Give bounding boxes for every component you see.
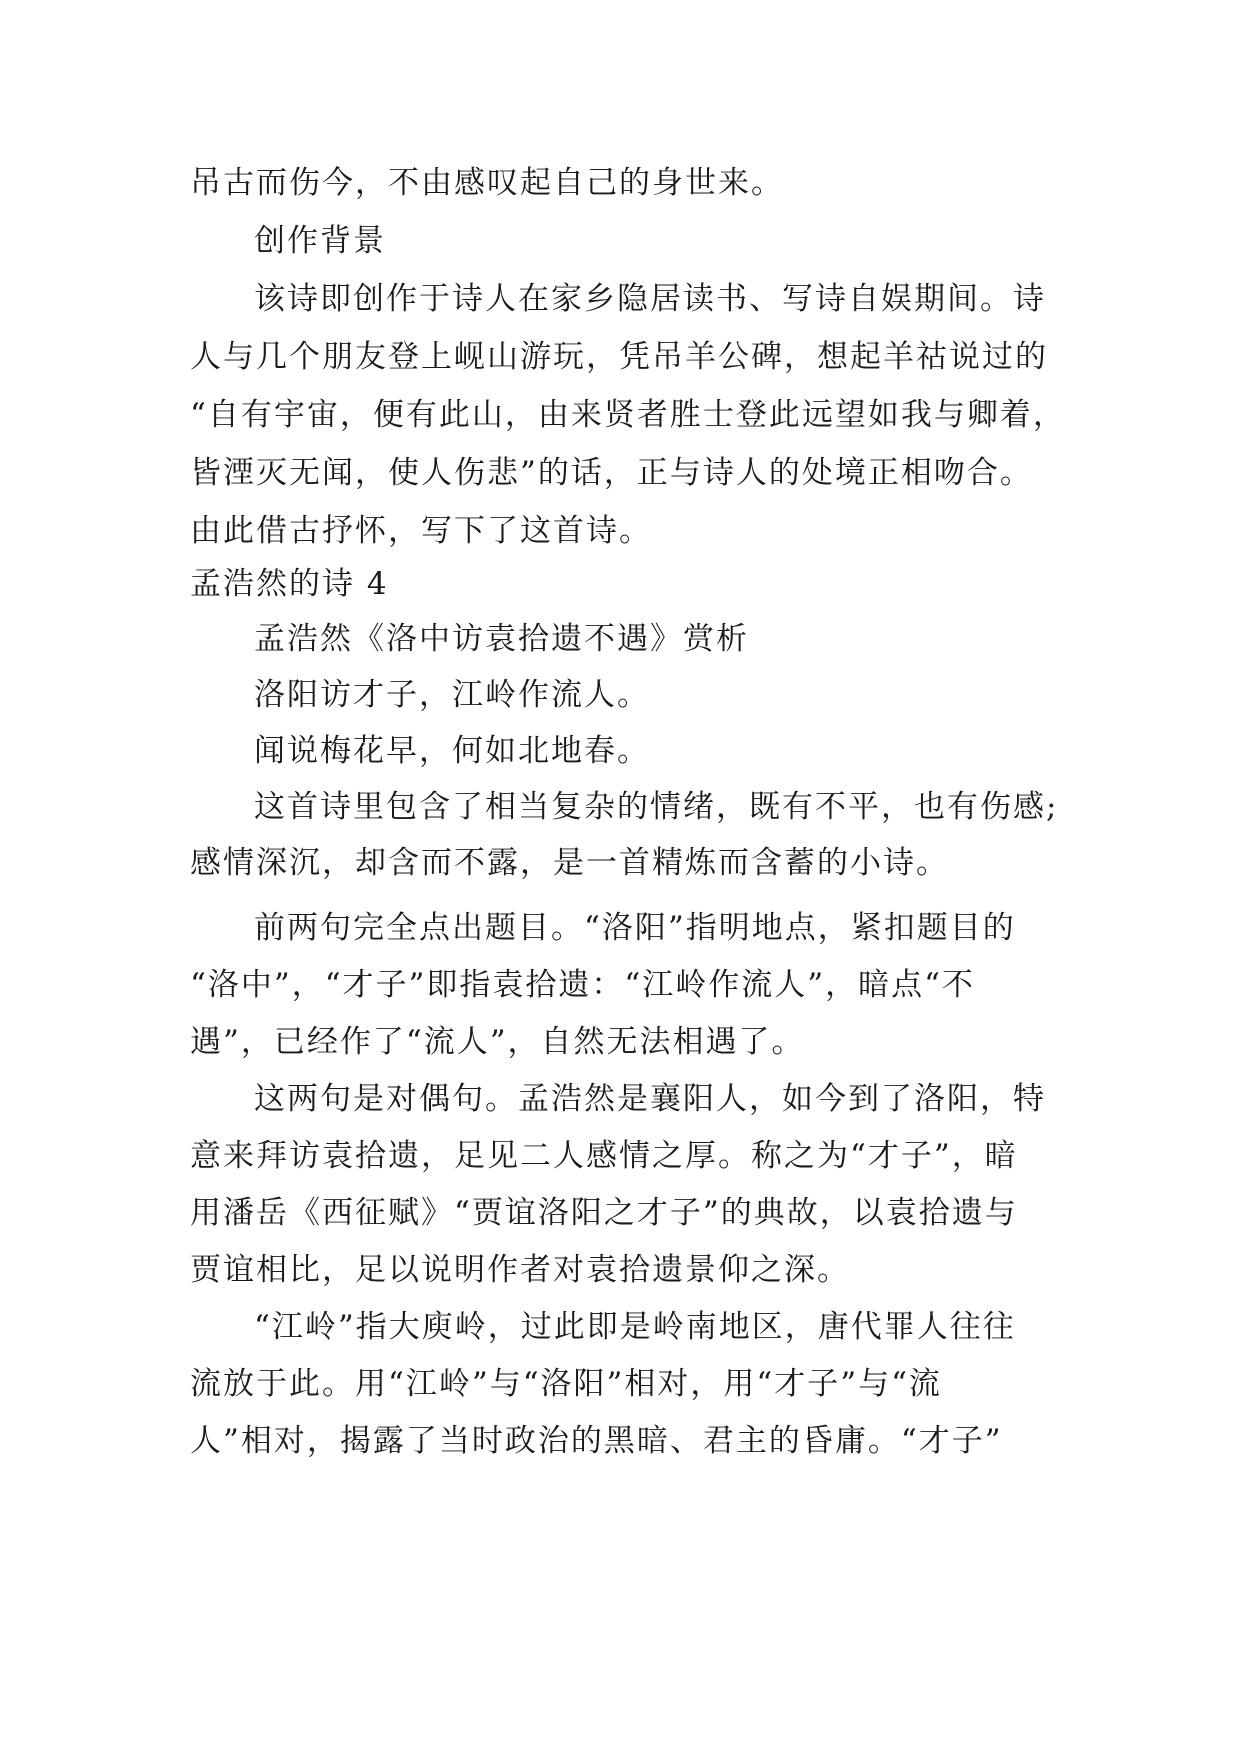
paragraph-line: “江岭”指大庾岭，过此即是岭南地区，唐代罪人往往 xyxy=(254,1309,1016,1345)
paragraph-line: 这两句是对偶句。孟浩然是襄阳人，如今到了洛阳，特 xyxy=(254,1081,1046,1117)
paragraph-line: 由此借古抒怀，写下了这首诗。 xyxy=(190,513,652,549)
text-block-1 xyxy=(190,153,1066,573)
poem-line: 闻说梅花早，何如北地春。 xyxy=(254,733,650,769)
paragraph-line: “自有宇宙，便有此山，由来贤者胜士登此远望如我与卿着， xyxy=(190,397,1066,433)
article-title: 孟浩然《洛中访袁拾遗不遇》赏析 xyxy=(254,621,749,657)
paragraph-line: 遇”，已经作了“流人”，自然无法相遇了。 xyxy=(190,1024,805,1060)
text-block-2 xyxy=(190,609,1060,1489)
section-title: 孟浩然的诗 4 xyxy=(190,566,389,602)
paragraph-line: 皆湮灭无闻，使人伤悲”的话，正与诗人的处境正相吻合。 xyxy=(190,455,1033,491)
paragraph-line: “洛中”，“才子”即指袁拾遗：“江岭作流人”，暗点“不 xyxy=(190,967,975,1003)
subheading-creation-background: 创作背景 xyxy=(254,223,386,259)
poem-line: 洛阳访才子，江岭作流人。 xyxy=(254,677,650,713)
paragraph-line: 用潘岳《西征赋》“贾谊洛阳之才子”的典故，以袁拾遗与 xyxy=(190,1195,1018,1231)
paragraph-line: 前两句完全点出题目。“洛阳”指明地点，紧扣题目的 xyxy=(254,910,1016,946)
paragraph-line: 人与几个朋友登上岘山游玩，凭吊羊公碑，想起羊祜说过的 xyxy=(190,339,1048,375)
paragraph-line: 流放于此。用“江岭”与“洛阳”相对，用“才子”与“流 xyxy=(190,1366,942,1402)
paragraph-line: 感情深沉，却含而不露，是一首精炼而含蓄的小诗。 xyxy=(190,845,949,881)
paragraph-line: 意来拜访袁拾遗，足见二人感情之厚。称之为“才子”，暗 xyxy=(190,1138,1018,1174)
paragraph-line: 吊古而伤今，不由感叹起自己的身世来。 xyxy=(190,165,784,201)
section-heading xyxy=(190,554,1060,614)
paragraph-line: 贾谊相比，足以说明作者对袁拾遗景仰之深。 xyxy=(190,1252,850,1288)
paragraph-line: 该诗即创作于诗人在家乡隐居读书、写诗自娱期间。诗 xyxy=(254,281,1046,317)
paragraph-line: 这首诗里包含了相当复杂的情绪，既有不平，也有伤感; xyxy=(254,789,1059,825)
paragraph-line: 人”相对，揭露了当时政治的黑暗、君主的昏庸。“才子” xyxy=(190,1423,1003,1459)
